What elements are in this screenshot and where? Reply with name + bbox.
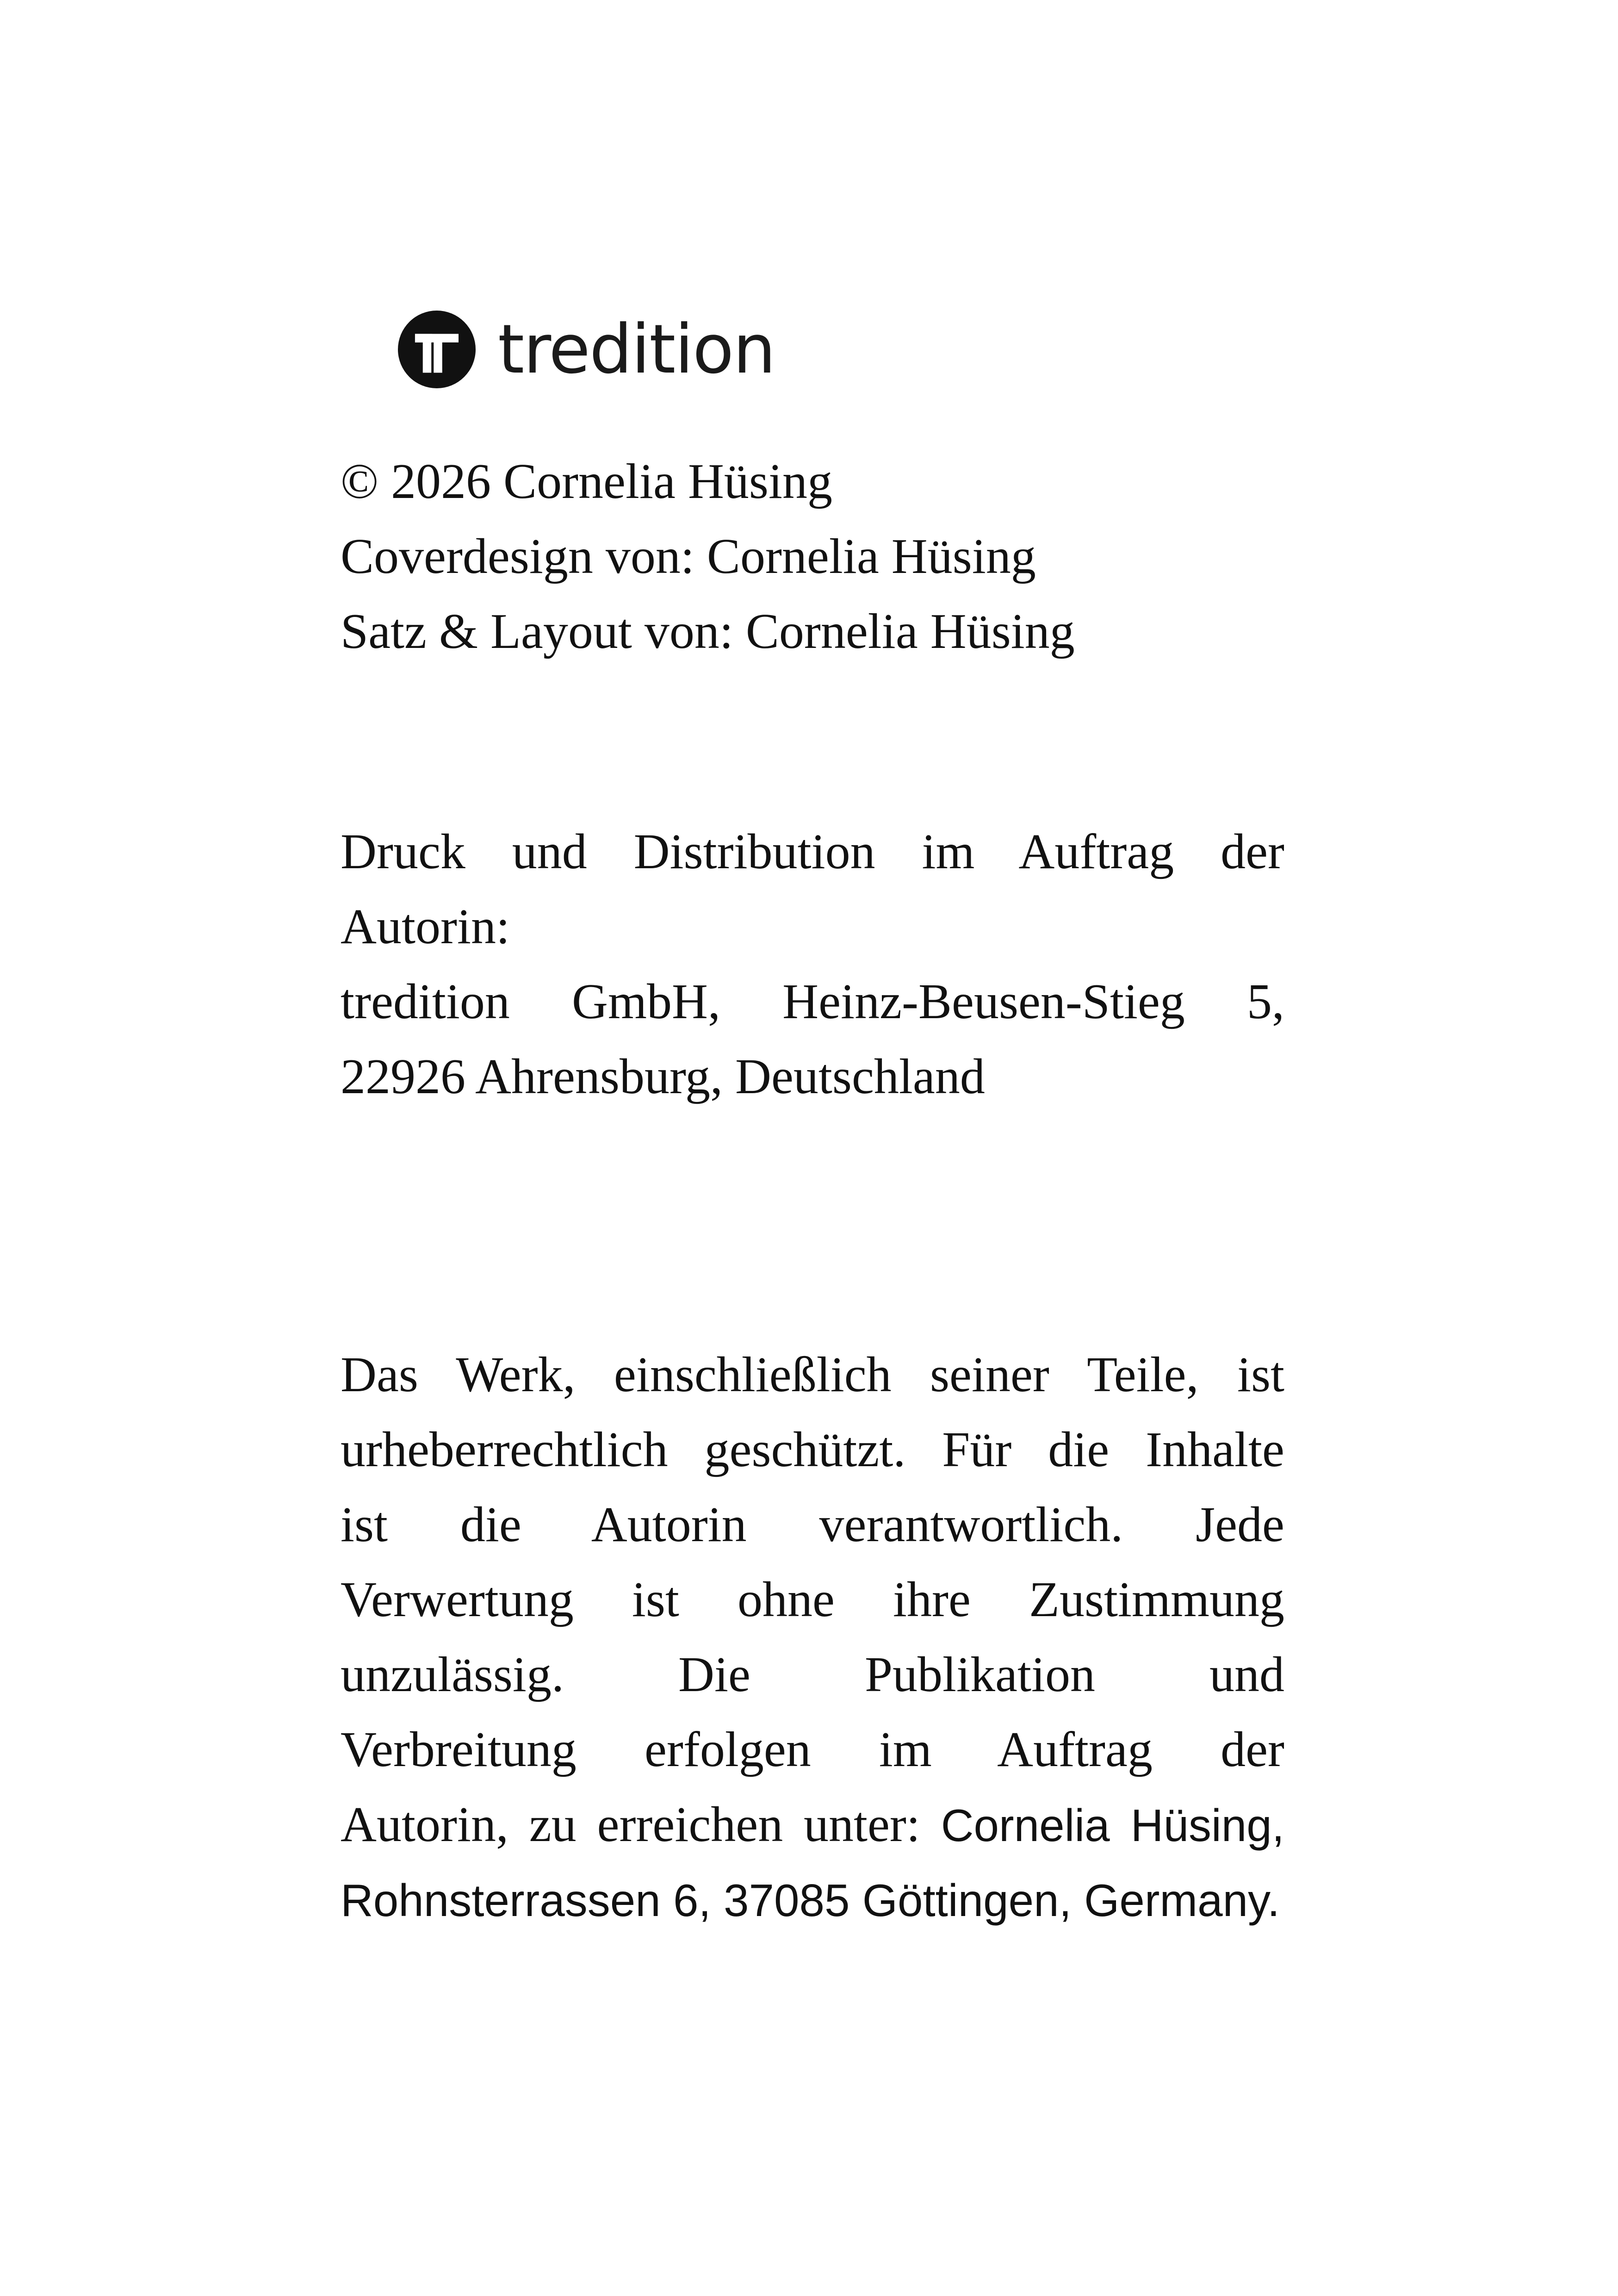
printing-line: Druck und Distribution im Auftrag der — [341, 824, 1284, 879]
contact-line — [341, 1787, 1284, 1863]
layout-credit: Satz & Layout von: Cornelia Hüsing — [341, 604, 1075, 659]
notice-line: ist die Autorin verantwortlich. Jede — [341, 1497, 1284, 1552]
contact-intro: Autorin, zu erreichen unter: — [341, 1797, 941, 1852]
printing-line: Autorin: — [341, 899, 510, 954]
printing-distribution-block — [341, 815, 1284, 1114]
notice-line: Verwertung ist ohne ihre Zustimmung — [341, 1572, 1284, 1627]
tredition-logo-icon — [398, 311, 476, 388]
publisher-address-line: tredition GmbH, Heinz-Beusen-Stieg 5, — [341, 974, 1284, 1029]
notice-line: unzulässig. Die Publikation und — [341, 1647, 1284, 1702]
notice-line: urheberrechtlich geschützt. Für die Inhalte — [341, 1422, 1284, 1477]
contact-address: Rohnsterrassen 6, 37085 Göttingen, Germany. — [341, 1875, 1280, 1926]
notice-line: Das Werk, einschließlich seiner Teile, ist — [341, 1347, 1284, 1402]
publisher-logo — [398, 305, 775, 393]
copyright-line: © 2026 Cornelia Hüsing — [341, 454, 832, 509]
contact-name: Cornelia Hüsing, — [941, 1800, 1284, 1851]
notice-line: Verbreitung erfolgen im Auftrag der — [341, 1722, 1284, 1777]
publisher-address-line: 22926 Ahrensburg, Deutschland — [341, 1049, 985, 1104]
cover-design-credit: Coverdesign von: Cornelia Hüsing — [341, 529, 1036, 584]
logo-wordmark: tredition — [498, 310, 775, 389]
credits-block — [341, 444, 1075, 669]
copyright-notice-block — [341, 1338, 1284, 1938]
